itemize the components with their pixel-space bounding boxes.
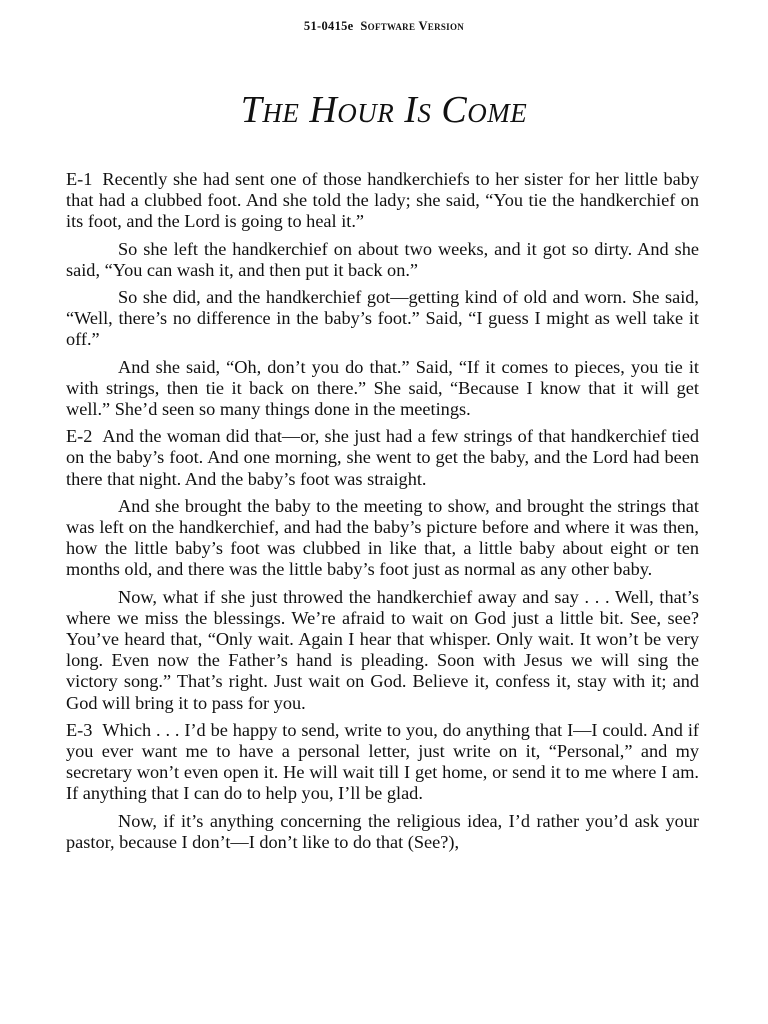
paragraph (66, 587, 699, 714)
paragraph-text: Now, what if she just throwed the handkerchief away and say . . . Well, that’s where we miss the blessings. We’re afraid to wait on God just a little bit. See, see? You’ve heard that, “Only wait. Again I hear that whisper. Only wait. It won’t be very long. Even now the Father’s hand is pleading. Soon with Jesus we will sing the victory song.” That’s right. Just wait on God. Believe it, confess it, stay with it; and God will bring it to pass for you. (66, 586, 699, 713)
sermon-code: 51-0415e (303, 19, 354, 33)
paragraph (66, 720, 699, 805)
running-header (0, 19, 768, 34)
paragraph-text: And she said, “Oh, don’t you do that.” Said, “If it comes to pieces, you tie it with strings, then tie it back on there.” She said, “Because I know that it will get well.” She’d seen so many things done in the meetings. (66, 356, 699, 420)
paragraph-number: E-2 (66, 426, 93, 447)
paragraph-text: So she did, and the handkerchief got—getting kind of old and worn. She said, “Well, there’s no difference in the baby’s foot.” Said, “I guess I might as well take it off.” (66, 287, 699, 350)
paragraph (66, 239, 699, 281)
paragraph (66, 426, 699, 490)
paragraph-text: And she brought the baby to the meeting to show, and brought the strings that was left on the handkerchief, and had the baby’s picture before and where it was then, how the little baby’s foot was clubbed in like that, a little baby about eight or ten months old, and there was the little baby’s foot just as normal as any other baby. (66, 495, 699, 580)
paragraph-text: Recently she had sent one of those handkerchiefs to her sister for her little baby that had a clubbed foot. And she told the lady; she said, “You tie the handkerchief on its foot, and the Lord is going to heal it.” (66, 169, 699, 232)
paragraph-text: And the woman did that—or, she just had a few strings of that handkerchief tied on the baby’s foot. And one morning, she went to get the baby, and the Lord had been there that night. And the baby’s foot was straight. (66, 426, 699, 489)
paragraph-text: So she left the handkerchief on about two weeks, and it got so dirty. And she said, “You can wash it, and then put it back on.” (66, 238, 699, 280)
paragraph (66, 169, 699, 233)
paragraph (66, 357, 699, 421)
paragraph-number: E-3 (66, 719, 93, 740)
paragraph-number: E-1 (66, 169, 93, 189)
paragraph (66, 287, 699, 351)
sermon-body (66, 169, 699, 859)
sermon-title: The Hour Is Come (240, 89, 528, 131)
paragraph-text: Now, if it’s anything concerning the religious idea, I’d rather you’d ask your pastor, because I don’t—I don’t like to do that (See?), (66, 810, 699, 852)
paragraph-text: Which . . . I’d be happy to send, write to you, do anything that I—I could. And if you ever want me to have a personal letter, just write on it, “Personal,” and my secretary won’t even open it. He will wait till I get home, or send it to me where I am. If anything that I can do to help you, I’ll be glad. (66, 719, 699, 804)
paragraph (66, 496, 699, 581)
paragraph (66, 811, 699, 853)
version-label: Software Version (360, 19, 465, 33)
